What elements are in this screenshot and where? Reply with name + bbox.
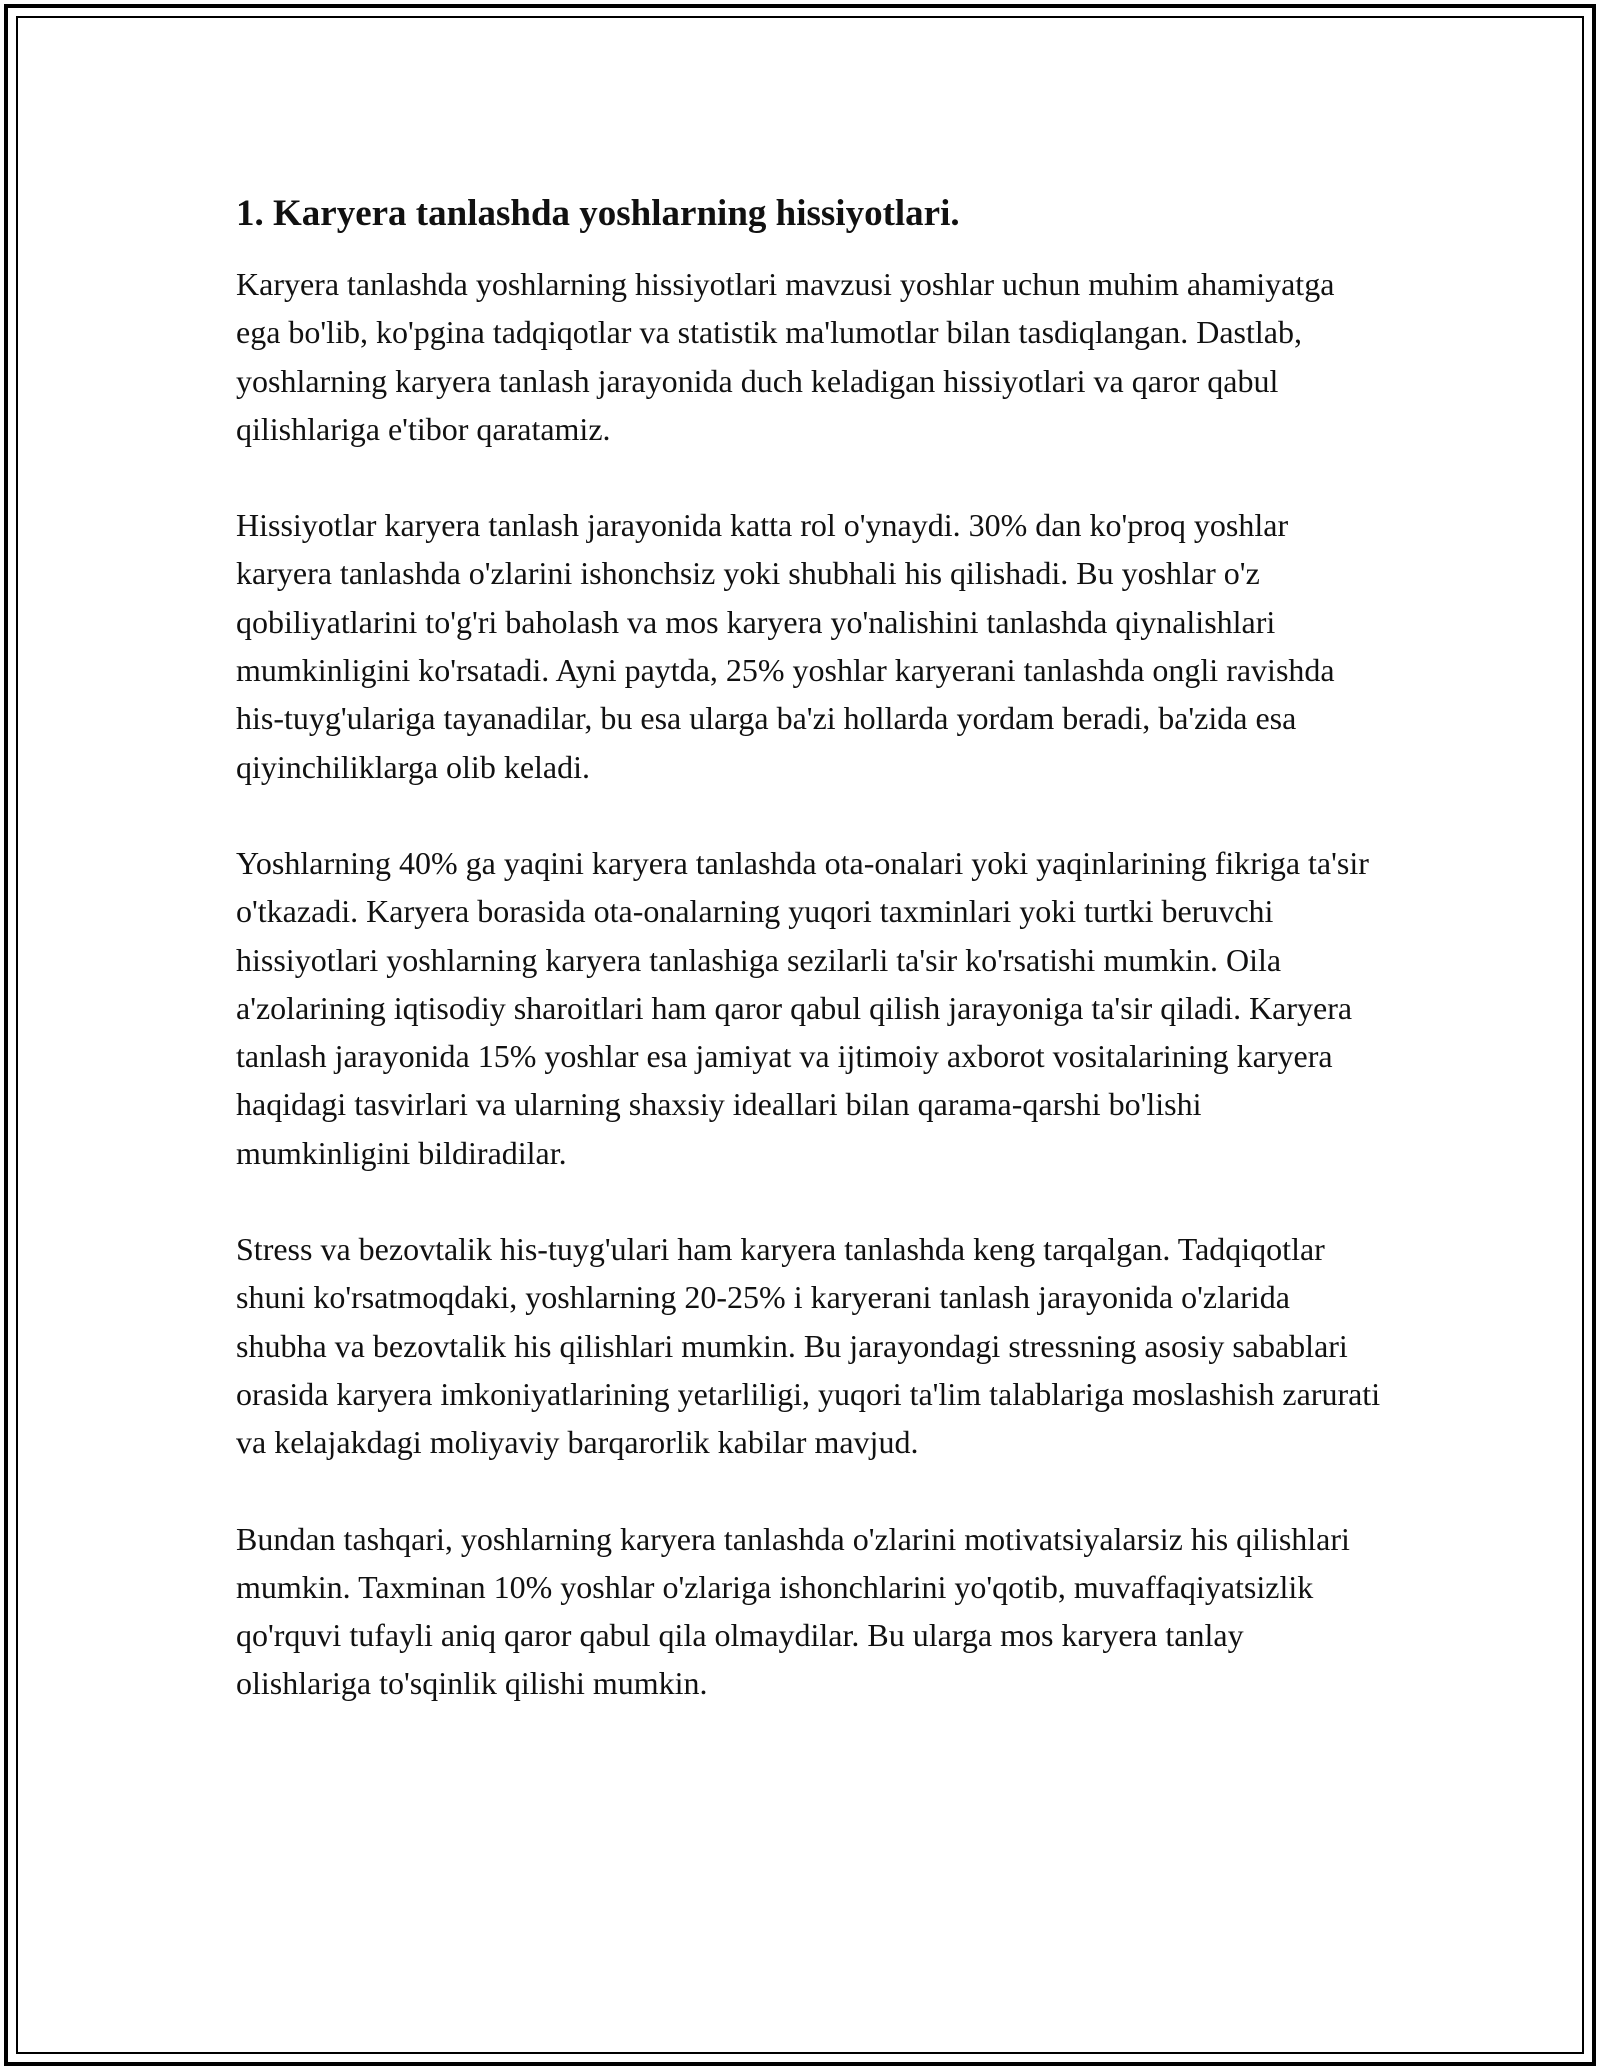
section-heading: 1. Karyera tanlashda yoshlarning hissiyotlari. [236, 193, 960, 234]
document-body [236, 188, 1381, 1756]
paragraph-emotions-role: Hissiyotlar karyera tanlash jarayonida katta rol o'ynaydi. 30% dan ko'proq yoshlar karyera tanlashda o'zlarini ishonchsiz yoki shubhali his qilishadi. Bu yoshlar o'z qobiliyatlarini to'g'ri baholash va mos karyera yo'nalishini tanlashda qiynalishlari mumkinligini ko'rsatadi. Ayni paytda, 25% yoshlar karyerani tanlashda ongli ravishda his-tuyg'ulariga tayanadilar, bu esa ularga ba'zi hollarda yordam beradi, ba'zida esa qiyinchiliklarga olib keladi. [236, 507, 1335, 785]
paragraph-parents-influence: Yoshlarning 40% ga yaqini karyera tanlashda ota-onalari yoki yaqinlarining fikriga ta'sir o'tkazadi. Karyera borasida ota-onalarning yuqori taxminlari yoki turtki beruvchi hissiyotlari yoshlarning karyera tanlashiga sezilarli ta'sir ko'rsatishi mumkin. Oila a'zolarining iqtisodiy sharoitlari ham qaror qabul qilish jarayoniga ta'sir qiladi. Karyera tanlash jarayonida 15% yoshlar esa jamiyat va ijtimoiy axborot vositalarining karyera haqidagi tasvirlari va ularning shaxsiy ideallari bilan qarama-qarshi bo'lishi mumkinligini bildiradilar. [236, 844, 1369, 1171]
paragraph-intro: Karyera tanlashda yoshlarning hissiyotlari mavzusi yoshlar uchun muhim ahamiyatga ega bo'lib, ko'pgina tadqiqotlar va statistik ma'lumotlar bilan tasdiqlangan. Dastlab, yoshlarning karyera tanlash jarayonida duch keladigan hissiyotlari va qaror qabul qilishlariga e'tibor qaratamiz. [236, 266, 1335, 447]
paragraph-motivation: Bundan tashqari, yoshlarning karyera tanlashda o'zlarini motivatsiyalarsiz his qilishlari mumkin. Taxminan 10% yoshlar o'zlariga ishonchlarini yo'qotib, muvaffaqiyatsizlik qo'rquvi tufayli aniq qaror qabul qila olmaydilar. Bu ularga mos karyera tanlay olishlariga to'sqinlik qilishi mumkin. [236, 1520, 1350, 1702]
paragraph-stress: Stress va bezovtalik his-tuyg'ulari ham karyera tanlashda keng tarqalgan. Tadqiqotlar shuni ko'rsatmoqdaki, yoshlarning 20-25% i karyerani tanlash jarayonida o'zlarida shubha va bezovtalik his qilishlari mumkin. Bu jarayondagi stressning asosiy sabablari orasida karyera imkoniyatlarining yetarliligi, yuqori ta'lim talablariga moslashish zarurati va kelajakdagi moliyaviy barqarorlik kabilar mavjud. [236, 1231, 1381, 1461]
